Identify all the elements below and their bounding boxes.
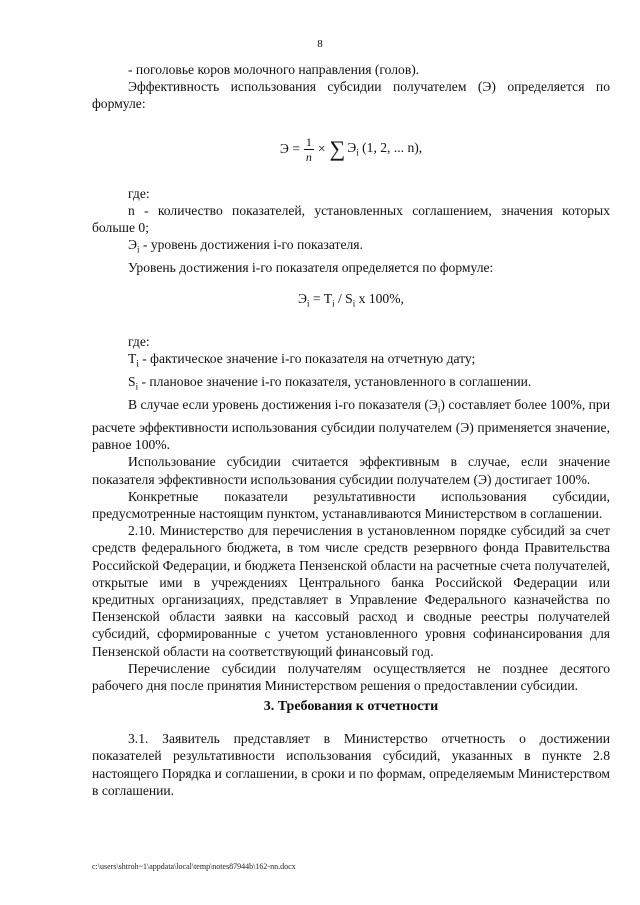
fraction-denominator: n (305, 149, 312, 164)
term-subscript: i (356, 147, 359, 158)
ei-subscript: i (136, 244, 140, 255)
ei-symbol: Э (128, 237, 137, 253)
paragraph-over-100 (92, 396, 610, 453)
f2-s-sub: i (352, 299, 356, 310)
paragraph-where-2: где: (128, 334, 150, 350)
document-body (92, 61, 610, 799)
ti-text: - фактическое значение i-го показателя на отчетную дату; (138, 351, 476, 367)
formula-lhs: Э = (279, 141, 300, 157)
paragraph-efficiency-intro: Эффективность использования субсидии получателем (Э) определяется по формуле: (92, 79, 610, 112)
formula-level (92, 290, 610, 313)
formula-fraction (304, 135, 314, 164)
term-arguments: (1, 2, ... n), (358, 140, 423, 156)
paragraph-ei-definition (92, 236, 610, 259)
paragraph-transfer: Перечисление субсидии получателям осуществляется не позднее десятого рабочего дня после принятия Министерством решения о предоставлении субсидии. (92, 660, 610, 694)
page-number: 8 (317, 38, 323, 50)
ti-symbol: T (128, 351, 137, 367)
over-100-text-b: ) составляет более 100%, при расчете эффективности использования субсидии получателем (Э) применяется значение, равное 100%. (92, 397, 610, 453)
paragraph-n-definition: n - количество показателей, установленных соглашением, значения которых больше 0; (92, 202, 610, 236)
f2-lhs-sub: i (307, 299, 310, 310)
paragraph-3-1: 3.1. Заявитель представляет в Министерство отчетность о достижении показателей результативности использования субсидий, указанных в пункте 2.8 настоящего Порядка и соглашении, в сроки и по формам, определяемым Министерством в соглашении. (92, 731, 610, 798)
paragraph-2-10: 2.10. Министерство для перечисления в установленном порядке субсидий за счет средств федерального бюджета, в том числе средств резервного фонда Правительства Российской Федерации, и бюджета Пензенской области на расчетные счета получателей, открытые ими в учреждениях Центрального банка Российской Федерации или кредитных организациях, представляет в Управление Федерального казначейства по Пензенской области заявки на кассовый расход и сводные реестры получателей субсидий, сформированные с учетом установленного уровня софинансирования для Пензенской области на соответствующий финансовый год. (92, 523, 610, 659)
formula-efficiency (92, 129, 610, 185)
paragraph-cows: - поголовье коров молочного направления (голов). (128, 62, 420, 77)
f2-lhs: Э (298, 291, 308, 307)
si-text: - плановое значение i-го показателя, установленного в соглашении. (138, 374, 532, 390)
section-heading: 3. Требования к отчетности (263, 699, 439, 715)
f2-t-sub: i (332, 299, 335, 310)
si-symbol: S (128, 374, 136, 390)
sigma-symbol: ∑ (329, 136, 346, 162)
over-100-subscript: i (437, 404, 441, 415)
paragraph-where-1: где: (128, 185, 150, 201)
term-symbol: Э (347, 140, 357, 156)
paragraph-si-definition (92, 373, 610, 396)
over-100-text-a: В случае если уровень достижения i-го показателя (Э (128, 397, 438, 413)
f2-t: = T (309, 291, 333, 307)
footer-file-path: c:\users\shtroh~1\appdata\local\temp\notes87944b\162-nn.docx (92, 862, 296, 871)
f2-rest: x 100%, (355, 291, 404, 307)
paragraph-level-intro: Уровень достижения i-го показателя определяется по формуле: (128, 260, 494, 276)
f2-s: / S (334, 291, 353, 307)
formula-term (347, 140, 422, 158)
ti-subscript: i (136, 358, 139, 369)
ei-text: - уровень достижения i-го показателя. (139, 237, 363, 253)
paragraph-ti-definition (92, 350, 610, 373)
fraction-numerator: 1 (305, 134, 312, 149)
si-subscript: i (135, 381, 139, 392)
paragraph-effective: Использование субсидии считается эффективным в случае, если значение показателя эффективности использования субсидии получателем (Э) достигает 100%. (92, 454, 610, 487)
times-sign: × (317, 141, 326, 157)
paragraph-indicators: Конкретные показатели результативности использования субсидии, предусмотренные настоящим пунктом, устанавливаются Министерством в соглашении. (92, 488, 610, 522)
